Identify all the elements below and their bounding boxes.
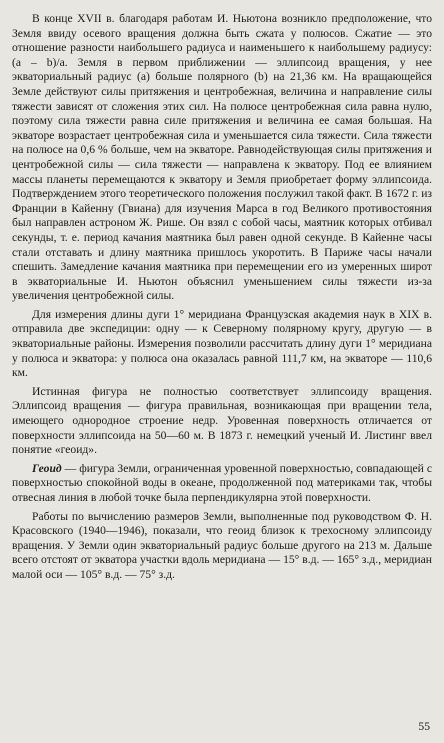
paragraph-geoid-definition <box>12 462 432 506</box>
paragraph-ellipsoid: Истинная фигура не полностью соответствует эллипсоиду вращения. Эллипсоид вращения — фигура правильная, возникающая при вращении тела, имеющего однородное строение недр. Уровенная поверхность отличается от поверхности эллипсоида на 50—60 м. В 1873 г. немецкий ученый И. Листинг ввел понятие «геоид». <box>12 384 432 457</box>
page-number: 55 <box>418 720 430 733</box>
paragraph-krasovsky: Работы по вычислению размеров Земли, выполненные под руководством Ф. Н. Красовского (1940—1946), показали, что геоид близок к трехосному эллипсоиду вращения. У Земли один экваториальный радиус больше другого на 213 м. Дальше всего отстоят от экватора участки вдоль меридиана — 15° в.д. — 165° з.д., меридиан малой оси — 105° в.д. — 75° з.д. <box>12 509 432 581</box>
paragraph-newton-compression: В конце XVII в. благодаря работам И. Ньютона возникло предположение, что Земля ввиду осевого вращения должна быть сжата у полюсов. Сжатие — это отношение разности наибольшего радиуса и наименьшего к наибольшему радиусу: (a – b)/a. Земля в первом приближении — эллипсоид вращения, у нее экваториальный радиус (a) больше полярного (b) на 21,36 км. На вращающейся Земле действуют силы притяжения и центробежная, величина и направление силы тяжести зависят от сложения этих сил. На полюсе центробежная сила равна нулю, поэтому сила тяжести равна силе притяжения и величина ее самая большая. На экваторе возрастает центробежная сила и уменьшается сила тяжести. Сила тяжести на полюсе на 0,6 % больше, чем на экваторе. Равнодействующая силы притяжения и центробежной силы — сила тяжести — направлена к экватору. Под ее влиянием массы планеты перемещаются к экватору и Земля приобретает форму эллипсоида. Подтверждением этого теоретического положения послужил такой факт. В 1672 г. из Франции в Кайенну (Гвиана) для изучения Марса в год Великого противостояния был направлен астроном Ж. Рише. Он взял с собой часы, маятник которых отбивал секунды, т. е. период качания маятника был равен одной секунде. В Кайенне часы стали отставать и длину маятника пришлось укоротить. В Париже часы начали спешить. Замедление качания маятника при перемещении его из умеренных широт в экваториальные И. Ньютон объяснил уменьшением силы тяжести из-за увеличения центробежной силы. <box>12 12 432 303</box>
body-text <box>12 12 432 583</box>
geoid-definition-text: — фигура Земли, ограниченная уровенной поверхностью, совпадающей с поверхностью спокойной воды в океане, продолженной под материками так, чтобы отвесная линия в любой точке была перпендикулярна этой поверхности. <box>12 461 432 504</box>
geoid-term: Геоид <box>32 461 62 475</box>
paragraph-meridian-arc: Для измерения длины дуги 1° меридиана Французская академия наук в XIX в. отправила две экспедиции: одну — к Северному полярному кругу, другую — в экваториальные районы. Измерения позволили рассчитать длину дуги 1° меридиана у полюса и экватора: у полюса она оказалась равной 111,7 км, на экваторе — 110,6 км. <box>12 307 432 380</box>
